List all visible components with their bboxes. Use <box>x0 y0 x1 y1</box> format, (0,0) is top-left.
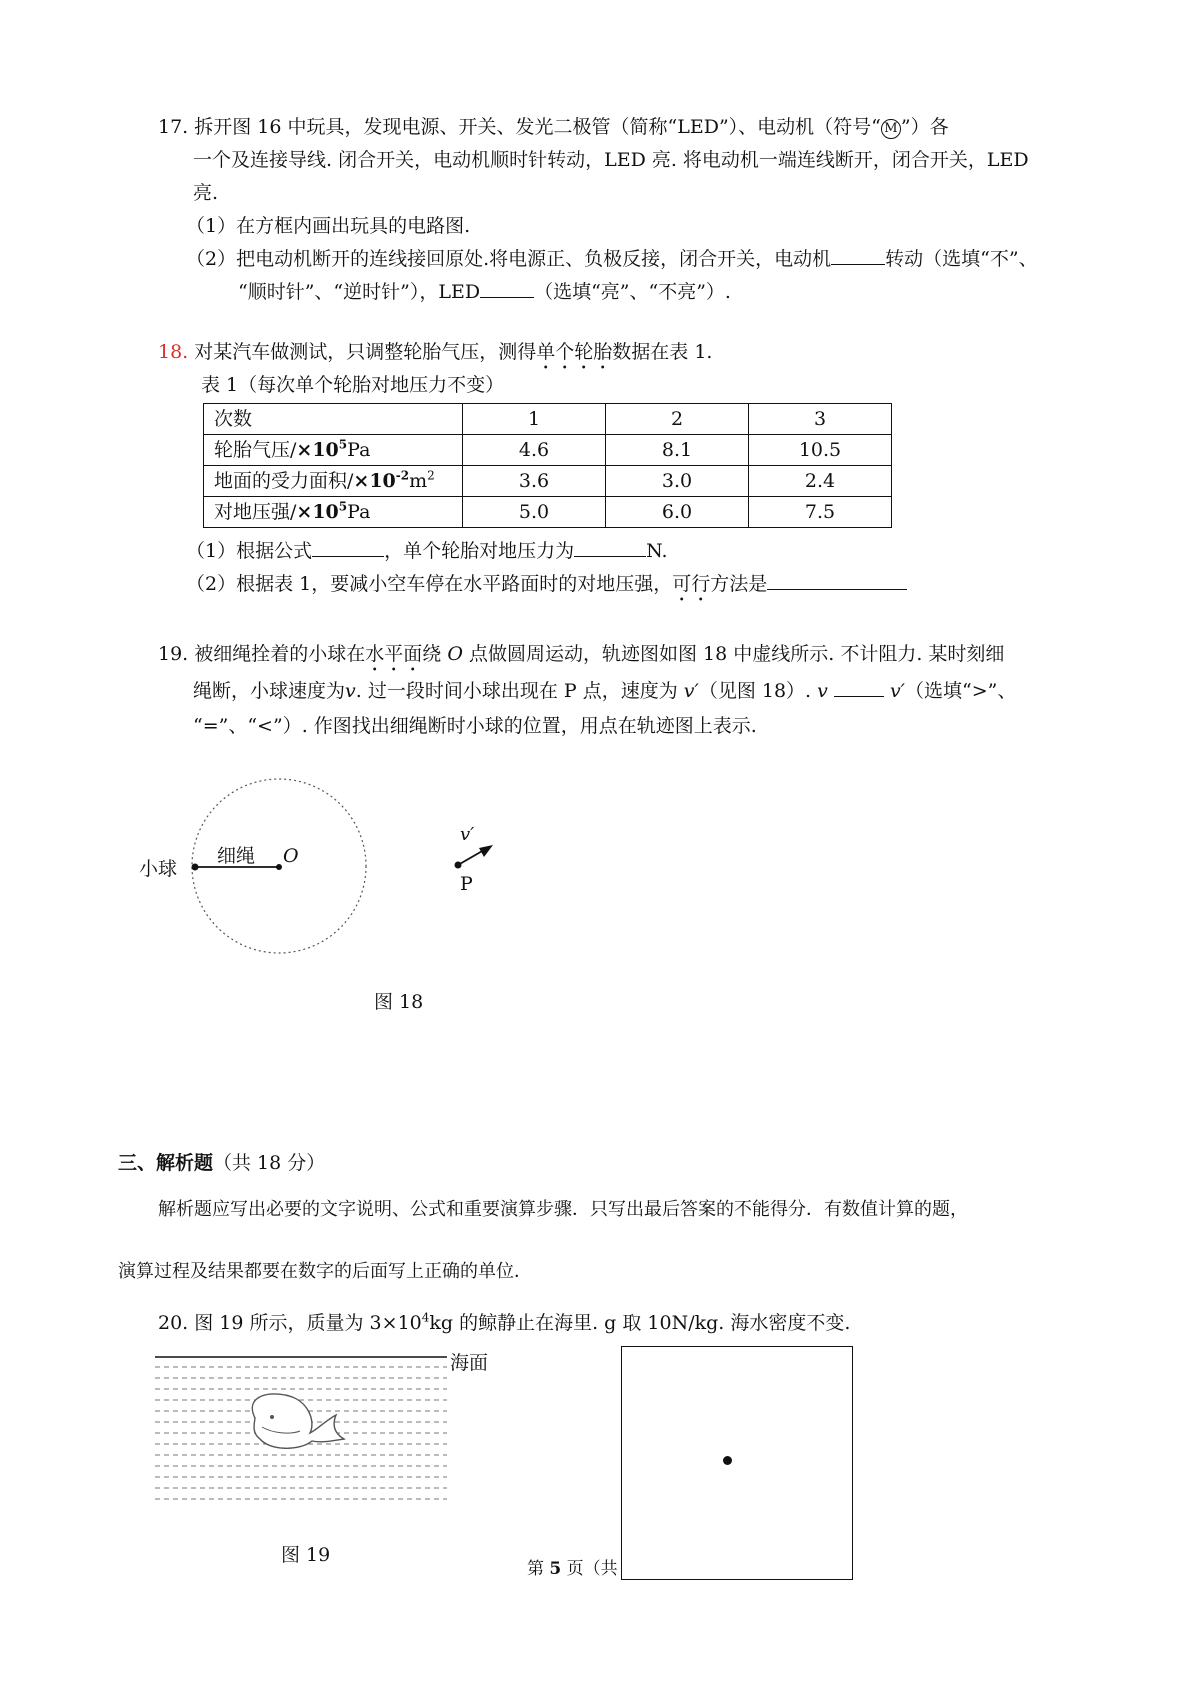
q20-text-a: 图 19 所示，质量为 3×10 <box>194 1312 422 1334</box>
q19-line1-b: 绕 <box>422 643 442 665</box>
box-center-dot <box>723 1456 732 1465</box>
page-number: 5 <box>549 1559 562 1579</box>
q17-sub2-a: （2）把电动机断开的连线接回原处.将电源正、负极反接，闭合开关，电动机 <box>186 248 832 270</box>
q20-exp: 4 <box>421 1310 430 1325</box>
q19-line1 <box>158 641 1004 676</box>
page-footer-b: 页（共 <box>561 1559 618 1579</box>
section3-title: 三、解析题 <box>118 1152 214 1174</box>
q19-line2-d: （选填“>”、 <box>905 680 1017 702</box>
q19-line2-v: v <box>345 680 356 702</box>
q18-number: 18. <box>158 341 189 363</box>
q19-line3: “=”、“<”）. 作图找出细绳断时小球的位置，用点在轨迹图上表示. <box>193 715 757 737</box>
sea-surface-label: 海面 <box>450 1352 489 1374</box>
table-cell: 3.6 <box>463 466 606 497</box>
figure-19-caption: 图 19 <box>281 1544 331 1566</box>
table-row <box>204 466 892 497</box>
whale-icon <box>252 1394 344 1448</box>
table-cell: 3.0 <box>606 466 749 497</box>
q17-line1-a: 拆开图 16 中玩具，发现电源、开关、发光二极管（简称“LED”）、电动机（符号“ <box>194 116 881 138</box>
q18-table-caption: 表 1（每次单个轮胎对地压力不变） <box>201 374 505 396</box>
q17-line1 <box>158 114 949 140</box>
q19-line2-c: （见图 18）. <box>698 680 812 702</box>
q18-sub1-a: （1）根据公式 <box>186 540 313 562</box>
velocity-label: v′ <box>460 824 475 845</box>
center-dot <box>276 864 282 870</box>
velocity-arrow-shaft <box>458 850 484 865</box>
q17-blank-motor[interactable] <box>831 263 885 265</box>
page-footer-a: 第 <box>527 1559 550 1579</box>
q18-sub1 <box>186 538 668 564</box>
table-row <box>204 497 892 528</box>
q18-text-a: 对某汽车做测试，只调整轮胎气压，测得 <box>194 341 537 363</box>
page-footer <box>527 1556 618 1582</box>
table-row <box>204 404 892 435</box>
table-header-cell: 2 <box>606 404 749 435</box>
table-row-label: 轮胎气压$/\times 10^5Pa$ <box>204 435 463 466</box>
section3-instr1: 解析题应写出必要的文字说明、公式和重要演算步骤．只写出最后答案的不能得分．有数值计算的题， <box>158 1199 968 1220</box>
q20-number: 20. <box>158 1312 189 1334</box>
q18-table <box>203 403 892 528</box>
q19-line2-vp2: v′ <box>889 680 906 702</box>
figure-18-caption: 图 18 <box>374 991 424 1013</box>
table-cell: 10.5 <box>749 435 892 466</box>
q19-line2-vp: v′ <box>683 680 699 702</box>
center-label: O <box>283 845 299 867</box>
q17-sub2-d: （选填“亮”、“不亮”）. <box>534 281 731 303</box>
q17-blank-led[interactable] <box>480 296 534 298</box>
q18-blank-formula[interactable] <box>312 555 384 557</box>
table-cell: 8.1 <box>606 435 749 466</box>
q19-line2 <box>193 678 1016 704</box>
q19-line2-a: 绳断，小球速度为 <box>193 680 346 702</box>
q17-line3: 亮. <box>193 182 219 204</box>
table-cell: 4.6 <box>463 435 606 466</box>
section3-heading <box>118 1150 325 1176</box>
table-cell: 2.4 <box>749 466 892 497</box>
point-P-dot[interactable] <box>455 862 462 869</box>
point-P-label: P <box>460 873 473 895</box>
q17-line1-b: ”）各 <box>900 116 949 138</box>
q18-sub1-c: N. <box>646 540 668 562</box>
table-header-cell: 1 <box>463 404 606 435</box>
q18-sub1-b: ，单个轮胎对地压力为 <box>384 540 575 562</box>
table-header-cell: 3 <box>749 404 892 435</box>
q18-sub2-a: （2）根据表 1，要减小空车停在水平路面时的对地压强， <box>186 573 673 595</box>
table-cell: 5.0 <box>463 497 606 528</box>
q17-sub2-line1 <box>186 246 1038 272</box>
q19-line1-c: 点做圆周运动，轨迹图如图 18 中虚线所示. 不计阻力. 某时刻细 <box>468 643 1005 665</box>
q18-blank-force[interactable] <box>574 555 646 557</box>
motor-symbol-icon: M <box>881 119 901 139</box>
table-row-label: 对地压强$/\times 10^5Pa$ <box>204 497 463 528</box>
q18-blank-method[interactable] <box>767 588 907 590</box>
q18-text-dotted: 单个轮胎 <box>536 341 613 363</box>
q17-sub2-b: 转动（选填“不”、 <box>885 248 1038 270</box>
q19-line2-v2: v <box>817 680 828 702</box>
section3-instr2: 演算过程及结果都要在数字的后面写上正确的单位． <box>118 1261 532 1282</box>
q17-sub2-line2 <box>238 279 731 305</box>
q19-number: 19. <box>158 643 189 665</box>
q17-sub2-c: “顺时针”、“逆时针”），LED <box>238 281 481 303</box>
q19-line1-a: 被细绳拴着的小球在 <box>194 643 366 665</box>
q18-text-b: 数据在表 1. <box>612 341 713 363</box>
rope-label: 细绳 <box>217 845 256 867</box>
q20-line <box>158 1310 850 1336</box>
q19-line2-b: . 过一段时间小球出现在 P 点，速度为 <box>355 680 678 702</box>
section3-score: （共 18 分） <box>213 1152 326 1174</box>
table-row-label: 地面的受力面积$/\times 10^{-2}m^2$ <box>204 466 463 497</box>
figure-19 <box>150 1353 470 1518</box>
q18-line1 <box>158 339 712 374</box>
table-cell: 6.0 <box>606 497 749 528</box>
q18-sub2 <box>186 571 907 606</box>
q17-line2: 一个及连接导线. 闭合开关，电动机顺时针转动，LED 亮. 将电动机一端连线断开，闭合开关，LED <box>193 149 1029 171</box>
q19-line1-O: O <box>447 643 463 665</box>
q19-line1-dotted: 水平面 <box>365 643 423 665</box>
q20-text-b: kg 的鲸静止在海里. g 取 10N/kg. 海水密度不变. <box>429 1312 851 1334</box>
table-header-label: 次数 <box>204 404 463 435</box>
ball-dot <box>192 864 199 871</box>
q18-sub2-b: 方法是 <box>710 573 768 595</box>
table-cell: 7.5 <box>749 497 892 528</box>
table-row <box>204 435 892 466</box>
q19-blank-compare[interactable] <box>834 695 884 697</box>
ball-label: 小球 <box>139 858 178 880</box>
answer-drawing-box[interactable] <box>621 1346 853 1580</box>
q18-sub2-dotted: 可行 <box>672 573 711 595</box>
q17-sub1: （1）在方框内画出玩具的电路图. <box>186 215 471 237</box>
q17-number: 17. <box>158 116 189 138</box>
velocity-arrow-icon <box>479 845 493 857</box>
